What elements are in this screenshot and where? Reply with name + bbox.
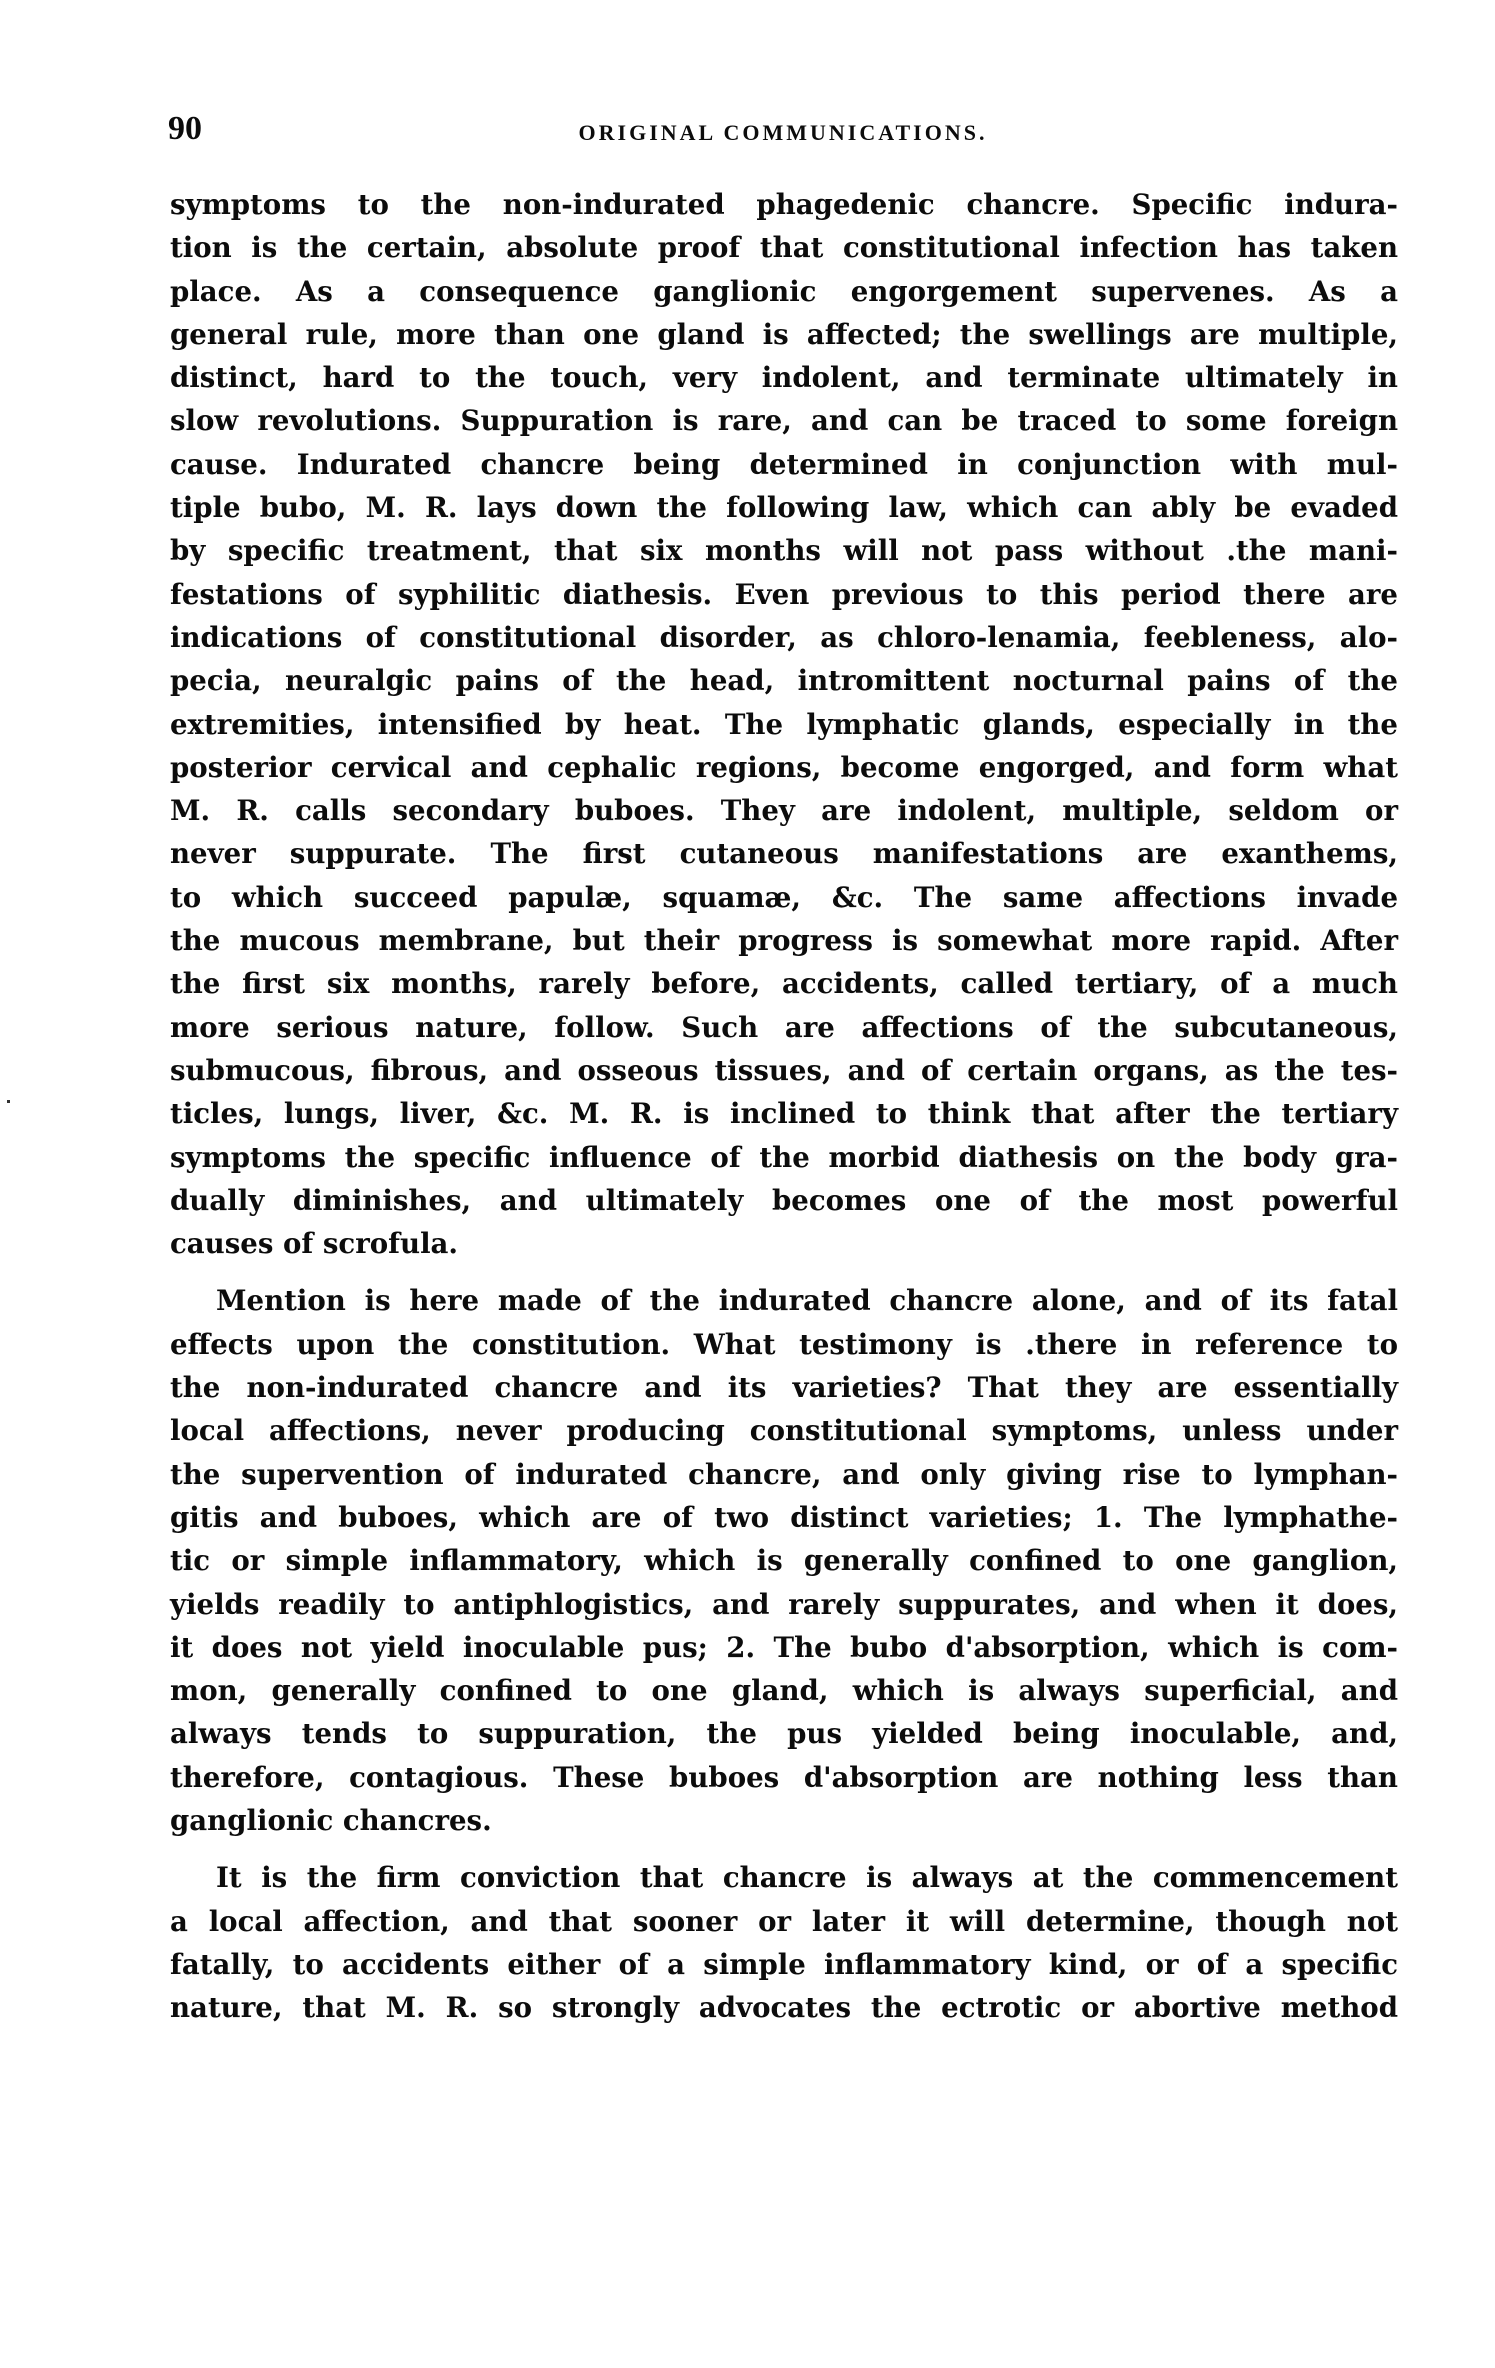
text-line: gitis and buboes, which are of two distinct varieties; 1. The lymphathe- — [170, 1500, 1398, 1534]
running-head — [168, 110, 1398, 150]
text-line: by specific treatment, that six months will not pass without .the mani- — [170, 534, 1398, 568]
text-line: M. R. calls secondary buboes. They are indolent, multiple, seldom or — [170, 794, 1398, 828]
text-line: nature, that M. R. so strongly advocates the ectrotic or abortive method — [170, 1991, 1398, 2025]
text-line: tic or simple inflammatory, which is generally confined to one ganglion, — [170, 1544, 1398, 1578]
text-line: posterior cervical and cephalic regions, become engorged, and form what — [170, 750, 1398, 784]
running-title: ORIGINAL COMMUNICATIONS. — [578, 120, 988, 145]
text-line: ganglionic chancres. — [170, 1803, 492, 1837]
text-line: the non-indurated chancre and its varieties? That they are essentially — [170, 1371, 1398, 1405]
text-line: symptoms the specific influence of the morbid diathesis on the body gra- — [170, 1140, 1398, 1174]
text-line: general rule, more than one gland is affected; the swellings are multiple, — [170, 317, 1398, 351]
text-line: it does not yield inoculable pus; 2. The bubo d'absorption, which is com- — [170, 1630, 1398, 1664]
text-line: effects upon the constitution. What testimony is .there in reference to — [170, 1327, 1398, 1361]
paragraph-1 — [170, 183, 1398, 1265]
text-line: tiple bubo, M. R. lays down the following law, which can ably be evaded — [170, 491, 1398, 525]
text-line: pecia, neuralgic pains of the head, intromittent nocturnal pains of the — [170, 664, 1398, 698]
text-line: never suppurate. The first cutaneous manifestations are exanthems, — [170, 837, 1398, 871]
text-line: slow revolutions. Suppuration is rare, and can be traced to some foreign — [170, 404, 1398, 438]
text-line: to which succeed papulæ, squamæ, &c. The same affections invade — [170, 880, 1398, 914]
text-line: a local affection, and that sooner or later it will determine, though not — [170, 1904, 1398, 1938]
text-line: local affections, never producing constitutional symptoms, unless under — [170, 1414, 1398, 1448]
text-line: dually diminishes, and ultimately becomes one of the most powerful — [170, 1183, 1398, 1217]
text-line: yields readily to antiphlogistics, and rarely suppurates, and when it does, — [170, 1587, 1398, 1621]
text-line: mon, generally confined to one gland, which is always superficial, and — [170, 1674, 1398, 1708]
text-line: the supervention of indurated chancre, and only giving rise to lymphan- — [170, 1457, 1398, 1491]
print-speck — [7, 1100, 10, 1103]
text-line: more serious nature, follow. Such are affections of the subcutaneous, — [170, 1010, 1398, 1044]
text-line: fatally, to accidents either of a simple inflammatory kind, or of a specific — [170, 1947, 1398, 1981]
text-line: indications of constitutional disorder, as chloro-lenamia, feebleness, alo- — [170, 620, 1398, 654]
page-number: 90 — [168, 110, 202, 147]
text-line: causes of scrofula. — [170, 1227, 459, 1261]
text-line: place. As a consequence ganglionic engorgement supervenes. As a — [170, 274, 1398, 308]
text-line: therefore, contagious. These buboes d'absorption are nothing less than — [170, 1760, 1398, 1794]
body-text — [170, 183, 1398, 2029]
text-line: distinct, hard to the touch, very indolent, and terminate ultimately in — [170, 361, 1398, 395]
text-line: symptoms to the non-indurated phagedenic chancre. Specific indura- — [170, 188, 1398, 221]
text-line: the mucous membrane, but their progress is somewhat more rapid. After — [170, 924, 1398, 958]
text-line: tion is the certain, absolute proof that constitutional infection has taken — [170, 231, 1398, 265]
paragraph-3 — [170, 1856, 1398, 2029]
text-line: festations of syphilitic diathesis. Even previous to this period there are — [170, 577, 1398, 611]
paragraph-2 — [170, 1279, 1398, 1842]
text-line: cause. Indurated chancre being determined in conjunction with mul- — [170, 447, 1398, 481]
text-line: ticles, lungs, liver, &c. M. R. is inclined to think that after the tertiary — [170, 1097, 1398, 1131]
text-line: extremities, intensified by heat. The lymphatic glands, especially in the — [170, 707, 1398, 741]
text-line: It is the firm conviction that chancre is always at the commencement — [216, 1861, 1398, 1895]
text-line: Mention is here made of the indurated chancre alone, and of its fatal — [216, 1284, 1398, 1318]
text-line: the first six months, rarely before, accidents, called tertiary, of a much — [170, 967, 1398, 1001]
text-line: submucous, fibrous, and osseous tissues, and of certain organs, as the tes- — [170, 1053, 1398, 1087]
text-line: always tends to suppuration, the pus yielded being inoculable, and, — [170, 1717, 1398, 1751]
